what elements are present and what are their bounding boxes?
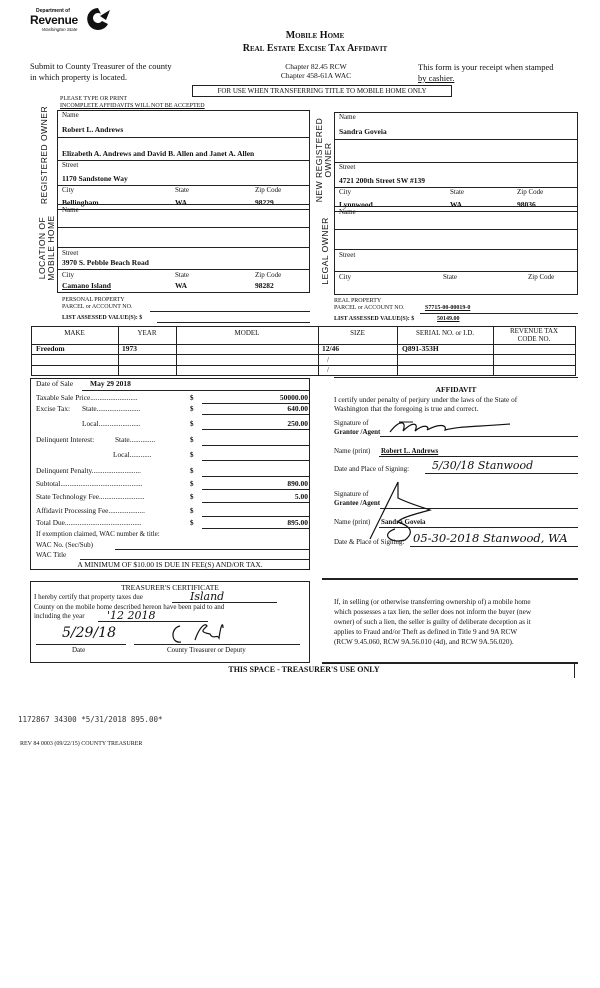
serial-cell[interactable]: Q891-353H (402, 344, 439, 353)
warning-text: If, in selling (or otherwise transferring ownership of) a mobile home (334, 598, 531, 606)
registered-owner-name[interactable]: Robert L. Andrews (62, 125, 124, 134)
affidavit-title: AFFIDAVIT (435, 385, 477, 394)
currency-symbol: $ (190, 394, 194, 402)
date-of-sale-label: Date of Sale (36, 379, 74, 388)
personal-parcel-label: PARCEL or ACCOUNT NO. (62, 304, 133, 310)
tax-row-value[interactable]: 250.00 (287, 419, 308, 428)
name-label: Name (339, 113, 356, 121)
logo-line2: Revenue (30, 13, 78, 27)
make-cell[interactable]: Freedom (36, 344, 65, 353)
header-year: YEAR (137, 329, 157, 337)
tax-row-sublabel: State........................ (82, 404, 141, 413)
new-owner-name[interactable]: Sandra Goveia (339, 127, 387, 136)
header-revenue-code: REVENUE TAX CODE NO. (509, 327, 559, 343)
signature-of-label: Signature of (334, 419, 369, 427)
grantor-name[interactable]: Robert L. Andrews (381, 447, 439, 455)
currency-symbol: $ (190, 420, 194, 428)
affidavit-text-2: Washington that the foregoing is true and correct. (334, 404, 479, 413)
chapter-rcw: Chapter 82.45 RCW (285, 62, 347, 71)
grantor-label: Grantor /Agent (334, 428, 381, 436)
grantee-name[interactable]: Sandra Goveia (381, 518, 426, 526)
zip-label: Zip Code (255, 271, 282, 279)
personal-property-label: PERSONAL PROPERTY (62, 297, 125, 303)
new-owner-label: NEW REGISTERED OWNER (314, 117, 333, 203)
real-value[interactable]: 50149.00 (437, 316, 460, 322)
street-label: Street (62, 249, 79, 257)
exemption-label: If exemption claimed, WAC number & title: (36, 530, 160, 538)
state-label: State (450, 188, 464, 196)
minimum-notice: A MINIMUM OF $10.00 IS DUE IN FEE(S) AND/OR TAX. (77, 560, 263, 569)
new-owner-state[interactable]: WA (450, 200, 463, 209)
currency-symbol: $ (190, 467, 194, 475)
size-cell[interactable]: 12/46 (322, 344, 340, 353)
cashier-stamp: 1172867 34300 *5/31/2018 895.00* (18, 715, 163, 724)
currency-symbol: $ (190, 405, 194, 413)
logo-swoosh-icon (84, 6, 112, 32)
registered-owner-street[interactable]: 1170 Sandstone Way (62, 174, 128, 183)
treasurer-certificate-title: TREASURER'S CERTIFICATE (121, 583, 219, 592)
city-label: City (62, 271, 75, 279)
name-label: Name (62, 111, 79, 119)
registered-owner-city[interactable]: Bellingham (62, 198, 99, 207)
treasurer-date[interactable]: 5/29/18 (62, 625, 116, 641)
real-property-label: REAL PROPERTY (334, 298, 382, 304)
currency-symbol: $ (190, 493, 194, 501)
treasurer-line3: including the year (34, 612, 85, 620)
treasurer-sign-label: County Treasurer or Deputy (167, 646, 246, 654)
tax-row-label: Subtotal............................................. (36, 479, 143, 488)
warning-text: which possesses a tax lien, the seller does not inform the buyer (new (334, 608, 532, 616)
tax-row-sublabel: Local....................... (82, 419, 141, 428)
street-label: Street (339, 163, 356, 171)
treasurer-year[interactable]: '12 2018 (107, 609, 156, 622)
warning-text: owner) of such a lien, the seller is guilty of deliberate deception as it (334, 618, 531, 626)
state-label: State (443, 273, 457, 281)
currency-symbol: $ (190, 507, 194, 515)
name-print-label: Name (print) (334, 518, 371, 526)
header-serial: SERIAL NO. or I.D. (415, 329, 475, 337)
currency-symbol: $ (190, 436, 194, 444)
submit-text-2: in which property is located. (30, 72, 128, 82)
street-label: Street (339, 251, 356, 259)
currency-symbol: $ (190, 451, 194, 459)
treasurer-use-heading: THIS SPACE - TREASURER'S USE ONLY (228, 665, 380, 674)
warning-text: (RCW 9.45.060, RCW 9A.56.010 (4d), and RCW 9A.56.020). (334, 638, 514, 646)
wac-title-label: WAC Title (36, 551, 67, 559)
year-cell[interactable]: 1973 (122, 344, 137, 353)
submit-text-1: Submit to County Treasurer of the county (30, 61, 172, 71)
size-cell[interactable]: / (327, 356, 329, 364)
location-state[interactable]: WA (175, 281, 188, 290)
receipt-text-2: by cashier. (418, 73, 455, 83)
receipt-text-1: This form is your receipt when stamped (418, 62, 554, 72)
name-label: Name (62, 206, 79, 214)
location-label: LOCATION OF MOBILE HOME (37, 215, 56, 281)
currency-symbol: $ (190, 519, 194, 527)
city-label: City (339, 188, 352, 196)
title-line1: Mobile Home (285, 30, 345, 41)
warning-text: applies to Fraud and/or Theft as defined in Title 9 and 9A RCW (334, 628, 518, 636)
treasurer-date-label: Date (72, 646, 86, 654)
form-footer: REV 84 0003 (09/22/15) COUNTY TREASURER (20, 741, 143, 747)
registered-owner-state[interactable]: WA (175, 198, 188, 207)
treasurer-line1: I hereby certify that property taxes due (34, 593, 143, 601)
tax-row-value[interactable]: 640.00 (287, 404, 308, 413)
real-value-label: LIST ASSESSED VALUE(S): $ (334, 316, 415, 322)
new-owner-zip[interactable]: 98036 (517, 200, 536, 209)
date-place-2[interactable]: 05-30-2018 Stanwood, WA (413, 531, 568, 545)
date-of-sale-value[interactable]: May 29 2018 (90, 379, 131, 388)
tax-row-label: Taxable Sale Price.......................... (36, 393, 138, 402)
zip-label: Zip Code (517, 188, 544, 196)
tax-row-value[interactable]: 890.00 (287, 479, 308, 488)
title-line2: Real Estate Excise Tax Affidavit (242, 43, 388, 54)
location-box (57, 204, 310, 293)
state-label: State (175, 271, 189, 279)
tax-row-sublabel: State.............. (115, 435, 156, 444)
wac-no-field[interactable] (115, 549, 310, 550)
registered-owner-zip[interactable]: 98229 (255, 198, 274, 207)
legal-owner-box (334, 206, 578, 295)
size-cell[interactable]: / (327, 366, 329, 374)
tax-row-value[interactable]: 5.00 (294, 492, 308, 501)
header-make: MAKE (64, 329, 85, 337)
affidavit-text-1: I certify under penalty of perjury under the laws of the State of (334, 395, 518, 404)
currency-symbol: $ (190, 480, 194, 488)
tax-row-value[interactable]: 895.00 (287, 518, 308, 527)
tax-row-label: Affidavit Processing Fee.................... (36, 506, 145, 515)
location-zip[interactable]: 98282 (255, 281, 274, 290)
date-place-label-2: Date & Place of Signing: (334, 538, 405, 546)
header-model: MODEL (234, 329, 260, 337)
header-size: SIZE (350, 329, 365, 337)
location-city[interactable]: Camano Island (62, 281, 111, 290)
treasurer-county[interactable]: Island (190, 590, 225, 603)
date-place-1[interactable]: 5/30/18 Stanwood (432, 459, 534, 472)
personal-value-field[interactable] (157, 322, 310, 323)
tax-row-value[interactable]: 50000.00 (279, 393, 308, 402)
treasurer-line2: County on the mobile home described hereon have been paid to and (34, 603, 225, 611)
city-label: City (339, 273, 352, 281)
new-owner-street[interactable]: 4721 200th Street SW #139 (339, 176, 425, 185)
new-owner-city[interactable]: Lynnwood (339, 200, 373, 209)
name-label: Name (339, 208, 356, 216)
tax-row-label: Total Due.......................................... (36, 518, 142, 527)
street-label: Street (62, 161, 79, 169)
legal-owner-label: LEGAL OWNER (320, 217, 330, 285)
signature-of-label: Signature of (334, 490, 369, 498)
personal-value-label: LIST ASSESSED VALUE(S): $ (62, 315, 143, 321)
instructions-1: PLEASE TYPE OR PRINT (60, 96, 128, 102)
logo-line1: Department of (36, 8, 70, 14)
chapter-wac: Chapter 458-61A WAC (280, 71, 352, 80)
tax-row-label: Excise Tax: (36, 404, 71, 413)
tax-row-label: Delinquent Interest: (36, 435, 95, 444)
tax-row-label: Delinquent Penalty........................... (36, 466, 141, 475)
zip-label: Zip Code (528, 273, 555, 281)
registered-owner-name2[interactable]: Elizabeth A. Andrews and David B. Allen and Janet A. Allen (62, 149, 255, 158)
city-label: City (62, 186, 75, 194)
logo-line3: Washington State (42, 27, 78, 32)
grantor-signature-icon (385, 417, 515, 437)
registered-owner-label: REGISTERED OWNER (39, 105, 49, 205)
real-parcel-label: PARCEL or ACCOUNT NO. (334, 305, 405, 311)
state-label: State (175, 186, 189, 194)
date-place-label-1: Date and Place of Signing: (334, 465, 410, 473)
tax-row-label: State Technology Fee......................... (36, 492, 145, 501)
location-street[interactable]: 3970 S. Pebble Beach Road (62, 258, 149, 267)
name-print-label: Name (print) (334, 447, 371, 455)
tax-row-sublabel: Local............ (113, 450, 152, 459)
personal-parcel-field[interactable] (150, 311, 310, 312)
grantee-label: Grantee /Agent (334, 499, 381, 507)
wac-no-label: WAC No. (Sec/Sub) (36, 541, 93, 549)
real-parcel-value[interactable]: S7715-00-00019-0 (425, 305, 471, 311)
transfer-banner: FOR USE WHEN TRANSFERRING TITLE TO MOBILE HOME ONLY (192, 85, 452, 97)
zip-label: Zip Code (255, 186, 282, 194)
instructions-2: INCOMPLETE AFFIDAVITS WILL NOT BE ACCEPTED (60, 103, 205, 109)
